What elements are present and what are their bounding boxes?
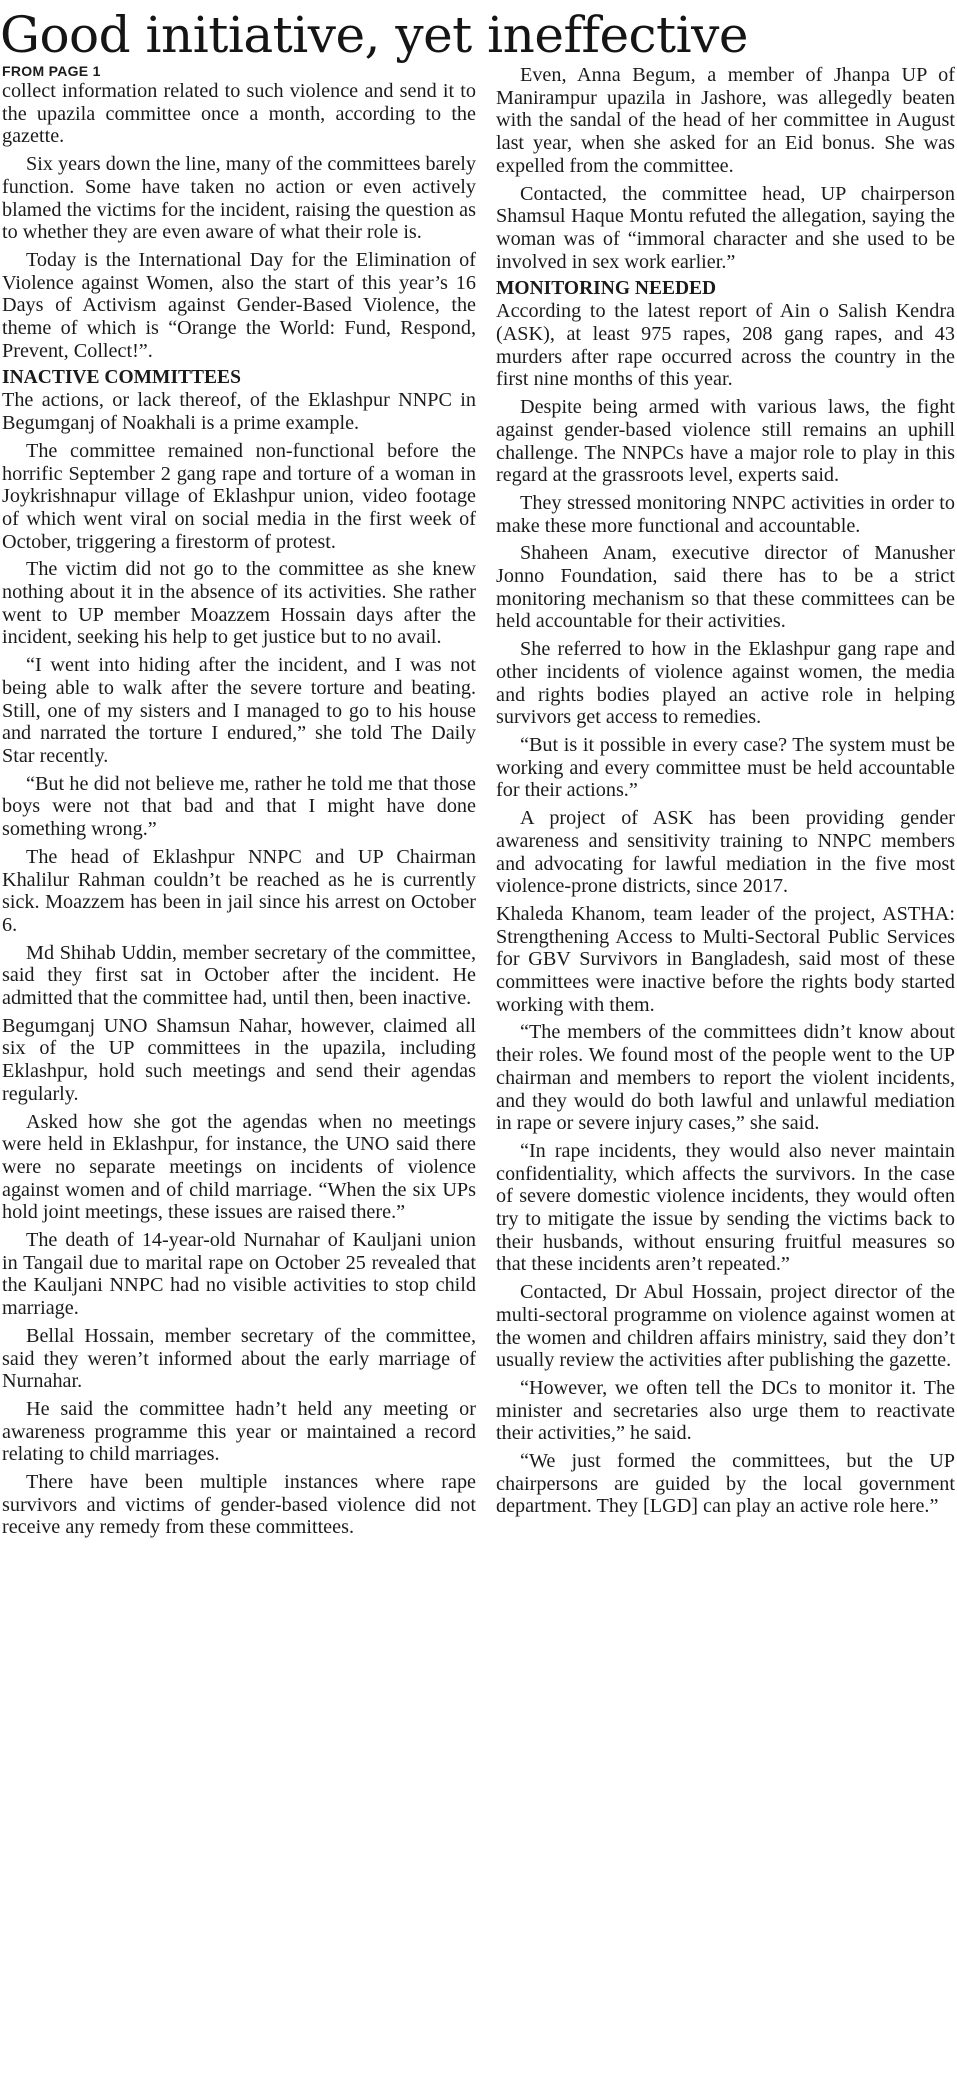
article-paragraph: Asked how she got the agendas when no meetings were held in Eklashpur, for instance, the UNO said there were no separate meetings on incidents of violence against women and of child marriage. “When the six UPs hold joint meetings, these issues are raised there.” xyxy=(2,1110,476,1224)
article-paragraph: The head of Eklashpur NNPC and UP Chairman Khalilur Rahman couldn’t be reached as he is currently sick. Moazzem has been in jail since his arrest on October 6. xyxy=(2,845,476,936)
article-paragraph: “We just formed the committees, but the UP chairpersons are guided by the local government department. They [LGD] can play an active role here.” xyxy=(496,1450,955,1518)
article-paragraph: The committee remained non-functional before the horrific September 2 gang rape and torture of a woman in Joykrishnapur village of Eklashpur union, video footage of which went viral on social media in the first week of October, triggering a firestorm of protest. xyxy=(2,439,476,553)
headline: Good initiative, yet ineffective xyxy=(0,6,748,64)
article-paragraph: The death of 14-year-old Nurnahar of Kauljani union in Tangail due to marital rape on October 25 revealed that the Kauljani NNPC had no visible activities to stop child marriage. xyxy=(2,1229,476,1320)
article-paragraph: Begumganj UNO Shamsun Nahar, however, claimed all six of the UP committees in the upazila, including Eklashpur, hold such meetings and send their agendas regularly. xyxy=(2,1014,476,1105)
article-paragraph: A project of ASK has been providing gender awareness and sensitivity training to NNPC members and advocating for lawful mediation in the five most violence-prone districts, since 2017. xyxy=(496,807,955,898)
article-paragraph: He said the committee hadn’t held any meeting or awareness programme this year or maintained a record relating to child marriages. xyxy=(2,1397,476,1466)
article-paragraph: She referred to how in the Eklashpur gang rape and other incidents of violence against women, the media and rights bodies played an active role in helping survivors get access to remedies. xyxy=(496,638,955,729)
article-paragraph: collect information related to such violence and send it to the upazila committee once a month, according to the gazette. xyxy=(2,80,476,148)
article-paragraph: The victim did not go to the committee as she knew nothing about it in the absence of its activities. She rather went to UP member Moazzem Hossain days after the incident, seeking his help to get justice but to no avail. xyxy=(2,558,476,649)
subhead-inactive-committees: INACTIVE COMMITTEES xyxy=(2,367,241,389)
article-paragraph: “However, we often tell the DCs to monitor it. The minister and secretaries also urge them to reactivate their activities,” he said. xyxy=(496,1376,955,1445)
article-paragraph: Despite being armed with various laws, the fight against gender-based violence still remains an uphill challenge. The NNPCs have a major role to play in this regard at the grassroots level, experts said. xyxy=(496,396,955,487)
article-paragraph: “But is it possible in every case? The system must be working and every committee must be held accountable for their actions.” xyxy=(496,733,955,802)
right-column xyxy=(496,64,955,1523)
article-paragraph: Six years down the line, many of the committees barely function. Some have taken no action or even actively blamed the victims for the incident, raising the question as to whether they are even aware of what their role is. xyxy=(2,153,476,244)
article-paragraph: The actions, or lack thereof, of the Eklashpur NNPC in Begumganj of Noakhali is a prime example. xyxy=(2,389,476,435)
kicker-from-page: FROM PAGE 1 xyxy=(2,63,101,79)
article-paragraph: Contacted, the committee head, UP chairperson Shamsul Haque Montu refuted the allegation, saying the woman was of “immoral character and she used to be involved in sex work earlier.” xyxy=(496,182,955,273)
article-paragraph: There have been multiple instances where rape survivors and victims of gender-based violence did not receive any remedy from these committees. xyxy=(2,1471,476,1539)
article-paragraph: Khaleda Khanom, team leader of the project, ASTHA: Strengthening Access to Multi-Sectoral Public Services for GBV Survivors in Bangladesh, said most of these committees were inactive before the rights body started working with them. xyxy=(496,902,955,1016)
article-paragraph: Shaheen Anam, executive director of Manusher Jonno Foundation, said there has to be a strict monitoring mechanism so that these committees can be held accountable for their activities. xyxy=(496,542,955,633)
article-paragraph: Even, Anna Begum, a member of Jhanpa UP of Manirampur upazila in Jashore, was allegedly beaten with the sandal of the head of her committee in August last year, when she asked for an Eid bonus. She was expelled from the committee. xyxy=(496,64,955,177)
article-paragraph: Bellal Hossain, member secretary of the committee, said they weren’t informed about the early marriage of Nurnahar. xyxy=(2,1324,476,1393)
article-paragraph: “In rape incidents, they would also never maintain confidentiality, which affects the survivors. In the case of severe domestic violence incidents, they would often try to mitigate the issue by sending the victims back to their husbands, without ensuring fruitful measures so that these incidents aren’t repeated.” xyxy=(496,1139,955,1276)
article-paragraph: “But he did not believe me, rather he told me that those boys were not that bad and that I might have done something wrong.” xyxy=(2,772,476,841)
article-paragraph: “I went into hiding after the incident, and I was not being able to walk after the severe torture and beating. Still, one of my sisters and I managed to go to his house and narrated the torture I endured,” she told The Daily Star recently. xyxy=(2,654,476,767)
subhead-monitoring-needed: MONITORING NEEDED xyxy=(496,278,717,300)
article-paragraph: According to the latest report of Ain o Salish Kendra (ASK), at least 975 rapes, 208 gang rapes, and 43 murders after rape occurred across the country in the first nine months of this year. xyxy=(496,300,955,391)
article-paragraph: They stressed monitoring NNPC activities in order to make these more functional and accountable. xyxy=(496,491,955,537)
article-paragraph: Md Shihab Uddin, member secretary of the committee, said they first sat in October after the incident. He admitted that the committee had, until then, been inactive. xyxy=(2,941,476,1010)
left-column xyxy=(2,62,476,1544)
article-paragraph: “The members of the committees didn’t know about their roles. We found most of the people went to the UP chairman and members to report the violent incidents, and they would do both lawful and unlawful mediation in rape or severe injury cases,” she said. xyxy=(496,1021,955,1135)
article-paragraph: Today is the International Day for the Elimination of Violence against Women, also the start of this year’s 16 Days of Activism against Gender-Based Violence, the theme of which is “Orange the World: Fund, Respond, Prevent, Collect!”. xyxy=(2,248,476,362)
article-paragraph: Contacted, Dr Abul Hossain, project director of the multi-sectoral programme on violence against women at the women and children affairs ministry, said they don’t usually review the activities after publishing the gazette. xyxy=(496,1281,955,1372)
